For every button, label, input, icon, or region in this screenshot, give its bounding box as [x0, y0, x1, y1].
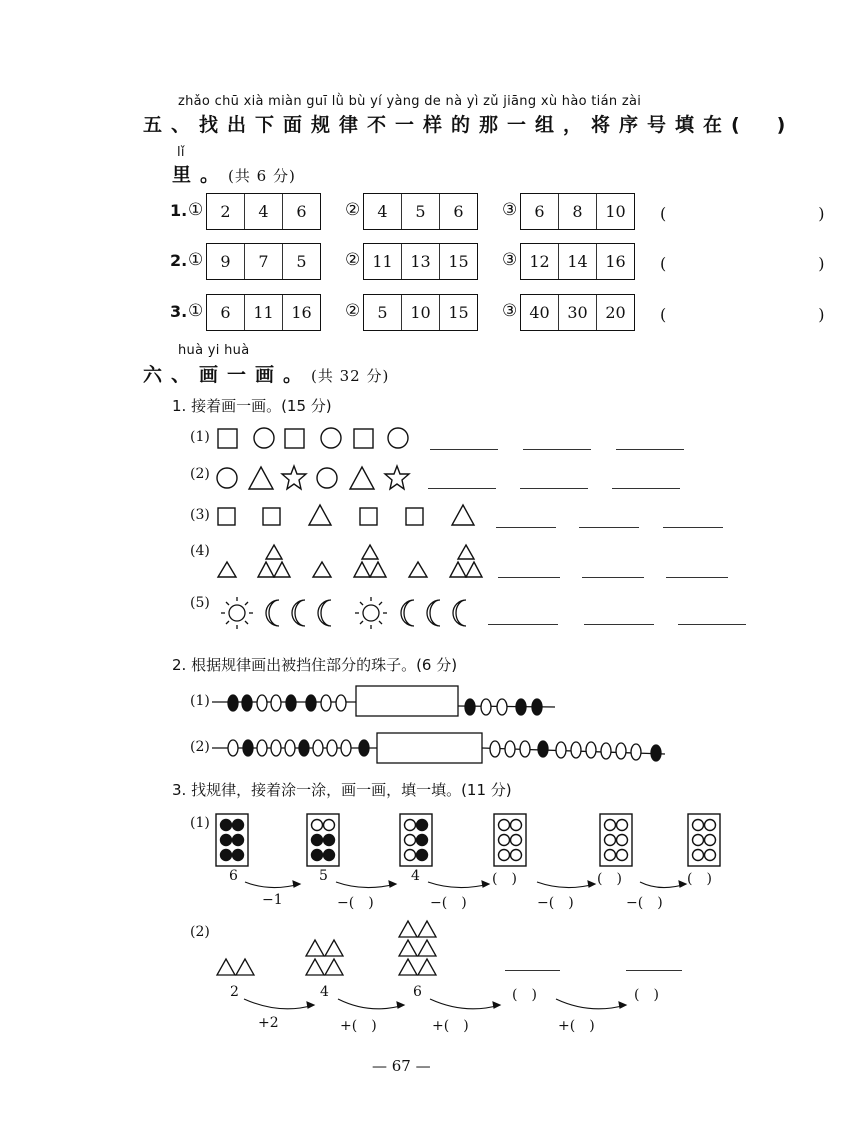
section6-title: 六、画一画。	[143, 364, 312, 386]
q3-p2-op-1: +2	[258, 1015, 279, 1031]
number-cell: 40	[529, 303, 550, 322]
bead	[257, 740, 267, 756]
filled-dot	[221, 835, 232, 846]
q3-p1-op-4[interactable]: −( )	[537, 895, 574, 911]
empty-dot	[499, 850, 510, 861]
triangle-icon	[249, 467, 273, 489]
triangle-icon	[236, 959, 254, 975]
triangle-stack-icon	[450, 545, 482, 577]
bead	[242, 695, 252, 711]
bead	[336, 695, 346, 711]
bead	[321, 695, 331, 711]
circle-icon	[217, 468, 237, 488]
circle-icon	[321, 428, 341, 448]
q1-label-3: (3)	[190, 507, 210, 523]
moon-icon	[292, 600, 305, 626]
bead	[313, 740, 323, 756]
q3-p2-num-2: 4	[320, 984, 329, 1000]
square-icon	[218, 508, 235, 525]
option-marker: ②	[345, 200, 361, 220]
q1-row5-blank-2[interactable]	[584, 624, 654, 625]
question-number: 3.	[170, 302, 188, 321]
triangle-icon	[313, 562, 331, 577]
moon-icon	[266, 600, 279, 626]
bead	[516, 699, 526, 715]
square-icon	[354, 429, 373, 448]
q1-row4-blank-1[interactable]	[498, 577, 560, 578]
q3-p2-figure	[0, 915, 800, 1035]
q3-p1-num-5[interactable]: ( )	[597, 871, 622, 887]
triangle-icon	[418, 959, 436, 975]
filled-dot	[324, 835, 335, 846]
square-icon	[285, 429, 304, 448]
square-icon	[218, 429, 237, 448]
empty-dot	[511, 850, 522, 861]
number-cell: 5	[401, 194, 439, 229]
moon-icon	[401, 600, 414, 626]
q3-p2-num-1: 2	[230, 984, 239, 1000]
bead	[651, 745, 661, 761]
triangle-icon	[399, 959, 417, 975]
star-icon	[385, 466, 409, 489]
triangle-icon	[409, 562, 427, 577]
filled-dot	[417, 820, 428, 831]
bead	[497, 699, 507, 715]
triangle-icon	[309, 505, 331, 525]
bead	[571, 742, 581, 758]
number-cell: 16	[282, 295, 320, 330]
bead	[285, 740, 295, 756]
empty-dot	[511, 820, 522, 831]
q3-p2-draw-blank-1[interactable]	[505, 970, 560, 971]
triangle-icon	[452, 505, 474, 525]
q1-row3-blank-2[interactable]	[579, 527, 639, 528]
bead	[286, 695, 296, 711]
triangle-icon	[418, 921, 436, 937]
star-icon	[282, 466, 306, 489]
bead	[306, 695, 316, 711]
number-cell: 15	[439, 295, 477, 330]
section5-pinyin-line2: lǐ	[177, 145, 185, 160]
number-cell: 6	[439, 194, 477, 229]
q1-row5-blank-3[interactable]	[678, 624, 746, 625]
q1-row2-blank-2[interactable]	[520, 488, 588, 489]
number-cell: 6	[534, 202, 545, 221]
number-cell: 10	[596, 194, 634, 229]
number-cell: 4	[377, 202, 388, 221]
bead	[465, 699, 475, 715]
triangle-icon	[325, 940, 343, 956]
number-cell: 9	[220, 252, 231, 271]
filled-dot	[417, 850, 428, 861]
option-marker: ①	[188, 301, 204, 321]
number-cell: 4	[244, 194, 282, 229]
option-marker: ①	[188, 250, 204, 270]
q1-row2-blank-1[interactable]	[428, 488, 496, 489]
arrow-4	[556, 999, 626, 1009]
section6-pinyin: huà yi huà	[178, 343, 250, 358]
empty-dot	[705, 820, 716, 831]
question-number: 2.	[170, 251, 188, 270]
circle-icon	[254, 428, 274, 448]
bead-strings	[0, 660, 800, 780]
number-cell: 15	[439, 244, 477, 279]
q1-row3-blank-3[interactable]	[663, 527, 723, 528]
number-cell: 6	[220, 303, 231, 322]
q2-label-2: (2)	[190, 739, 210, 755]
q1-label-1: (1)	[190, 429, 210, 445]
bead	[532, 699, 542, 715]
option-marker: ③	[502, 250, 518, 270]
question-number: 1.	[170, 201, 188, 220]
section5-title-cont: 里。	[172, 164, 229, 186]
q1-label-2: (2)	[190, 466, 210, 482]
triangle-icon	[217, 959, 235, 975]
moon-icon	[453, 600, 466, 626]
empty-dot	[705, 835, 716, 846]
answer-parentheses[interactable]: ( )	[660, 254, 865, 273]
bead	[257, 695, 267, 711]
square-icon	[360, 508, 377, 525]
empty-dot	[605, 835, 616, 846]
triangle-icon	[418, 940, 436, 956]
q3-p1-op-5[interactable]: −( )	[626, 895, 663, 911]
empty-dot	[705, 850, 716, 861]
q1-title: 1. 接着画一画。(15 分)	[172, 397, 332, 415]
q1-row3-blank-1[interactable]	[496, 527, 556, 528]
empty-dot	[405, 835, 416, 846]
q3-p2-op-3[interactable]: +( )	[432, 1018, 469, 1034]
arrow-2	[338, 999, 404, 1009]
bead	[299, 740, 309, 756]
number-cell: 2	[220, 202, 231, 221]
bead	[490, 741, 500, 757]
q3-p2-label: (2)	[190, 924, 210, 940]
option-marker: ③	[502, 200, 518, 220]
bead	[631, 744, 641, 760]
bead	[271, 740, 281, 756]
empty-dot	[511, 835, 522, 846]
circle-icon	[317, 468, 337, 488]
moon-icon	[318, 600, 331, 626]
number-cell: 5	[377, 303, 388, 322]
bead	[505, 741, 515, 757]
filled-dot	[233, 850, 244, 861]
filled-dot	[417, 835, 428, 846]
empty-dot	[499, 835, 510, 846]
number-cell: 11	[372, 252, 393, 271]
q3-p1-num-3[interactable]: 4	[411, 868, 420, 884]
q1-row1-blank-1[interactable]	[430, 449, 498, 450]
triangle-icon	[218, 562, 236, 577]
q2-title: 2. 根据规律画出被挡住部分的珠子。(6 分)	[172, 656, 458, 674]
section6-points: (共 32 分)	[311, 367, 390, 385]
triangle-icon	[306, 959, 324, 975]
triangle-icon	[399, 921, 417, 937]
bead	[538, 741, 548, 757]
empty-dot	[617, 850, 628, 861]
empty-dot	[405, 850, 416, 861]
square-icon	[263, 508, 280, 525]
arrow-1	[245, 882, 300, 888]
number-cell: 30	[558, 295, 596, 330]
q3-p1-num-6[interactable]: ( )	[687, 871, 712, 887]
bead	[520, 741, 530, 757]
q3-p1-op-3[interactable]: −( )	[430, 895, 467, 911]
triangle-icon	[350, 467, 374, 489]
bead	[359, 740, 369, 756]
arrow-3	[430, 999, 500, 1009]
arrow-4	[537, 882, 595, 888]
q1-row4-blank-3[interactable]	[666, 577, 728, 578]
option-marker: ③	[502, 301, 518, 321]
filled-dot	[221, 850, 232, 861]
bead	[271, 695, 281, 711]
option-marker: ②	[345, 250, 361, 270]
bead	[228, 740, 238, 756]
filled-dot	[324, 850, 335, 861]
option-marker: ①	[188, 200, 204, 220]
q3-p1-op-1: −1	[262, 892, 283, 908]
bead	[228, 695, 238, 711]
triangle-stack-icon	[258, 545, 290, 577]
bead	[327, 740, 337, 756]
number-cell: 12	[529, 252, 550, 271]
sun-icon	[221, 597, 253, 629]
number-cell: 7	[244, 244, 282, 279]
arrow-2	[336, 882, 396, 888]
q3-p1-label: (1)	[190, 815, 210, 831]
empty-dot	[405, 820, 416, 831]
triangle-icon	[325, 959, 343, 975]
covered-box	[377, 733, 482, 763]
arrow-3	[428, 882, 489, 888]
q3-p2-num-5[interactable]: ( )	[634, 987, 659, 1003]
triangle-icon	[399, 940, 417, 956]
empty-dot	[605, 850, 616, 861]
bead	[243, 740, 253, 756]
filled-dot	[233, 820, 244, 831]
q3-p2-draw-blank-2[interactable]	[626, 970, 682, 971]
empty-dot	[693, 850, 704, 861]
number-cell: 14	[558, 244, 596, 279]
filled-dot	[312, 850, 323, 861]
q1-label-4: (4)	[190, 543, 210, 559]
section5-title: 五、找出下面规律不一样的那一组，将序号填在( )	[143, 114, 795, 136]
square-icon	[406, 508, 423, 525]
circle-icon	[388, 428, 408, 448]
triangle-icon	[306, 940, 324, 956]
empty-dot	[693, 820, 704, 831]
number-cell: 5	[282, 244, 320, 279]
option-marker: ②	[345, 301, 361, 321]
bead	[586, 742, 596, 758]
bead	[601, 743, 611, 759]
sun-icon	[355, 597, 387, 629]
q3-p1-figure	[0, 800, 800, 920]
number-cell: 10	[401, 295, 439, 330]
empty-dot	[693, 835, 704, 846]
empty-dot	[312, 820, 323, 831]
q3-p1-op-2[interactable]: −( )	[337, 895, 374, 911]
number-cell: 8	[558, 194, 596, 229]
q1-row1-blank-3[interactable]	[616, 449, 684, 450]
q3-p2-op-4[interactable]: +( )	[558, 1018, 595, 1034]
bead	[556, 742, 566, 758]
q1-row1-blank-2[interactable]	[523, 449, 591, 450]
arrow-1	[244, 999, 314, 1009]
bead	[341, 740, 351, 756]
q3-title: 3. 找规律，接着涂一涂，画一画，填一填。(11 分)	[172, 781, 512, 799]
moon-icon	[427, 600, 440, 626]
bead	[616, 743, 626, 759]
q3-p1-num-1: 6	[229, 868, 238, 884]
q1-label-5: (5)	[190, 595, 210, 611]
q3-p2-op-2[interactable]: +( )	[340, 1018, 377, 1034]
page-number: — 67 —	[372, 1057, 431, 1075]
empty-dot	[605, 820, 616, 831]
filled-dot	[233, 835, 244, 846]
q3-p2-num-3: 6	[413, 984, 422, 1000]
q1-row4-blank-2[interactable]	[582, 577, 644, 578]
empty-dot	[324, 820, 335, 831]
number-cell: 6	[282, 194, 320, 229]
number-cell: 16	[596, 244, 634, 279]
triangle-stack-icon	[354, 545, 386, 577]
empty-dot	[617, 820, 628, 831]
empty-dot	[499, 820, 510, 831]
number-cell: 20	[596, 295, 634, 330]
q2-label-1: (1)	[190, 693, 210, 709]
filled-dot	[221, 820, 232, 831]
filled-dot	[312, 835, 323, 846]
q3-p1-num-2: 5	[319, 868, 328, 884]
number-cell: 11	[244, 295, 282, 330]
q1-row5-blank-1[interactable]	[488, 624, 558, 625]
answer-parentheses[interactable]: ( )	[660, 204, 865, 223]
section5-points: (共 6 分)	[228, 167, 296, 185]
q3-p2-num-4[interactable]: ( )	[512, 987, 537, 1003]
number-cell: 13	[401, 244, 439, 279]
answer-parentheses[interactable]: ( )	[660, 305, 865, 324]
empty-dot	[617, 835, 628, 846]
section5-pinyin-line1: zhǎo chū xià miàn guī lǜ bù yí yàng de nà yì zǔ jiāng xù hào tián zài	[178, 94, 642, 109]
covered-box	[356, 686, 458, 716]
bead	[481, 699, 491, 715]
q1-row2-blank-3[interactable]	[612, 488, 680, 489]
q3-p1-num-4[interactable]: ( )	[492, 871, 517, 887]
